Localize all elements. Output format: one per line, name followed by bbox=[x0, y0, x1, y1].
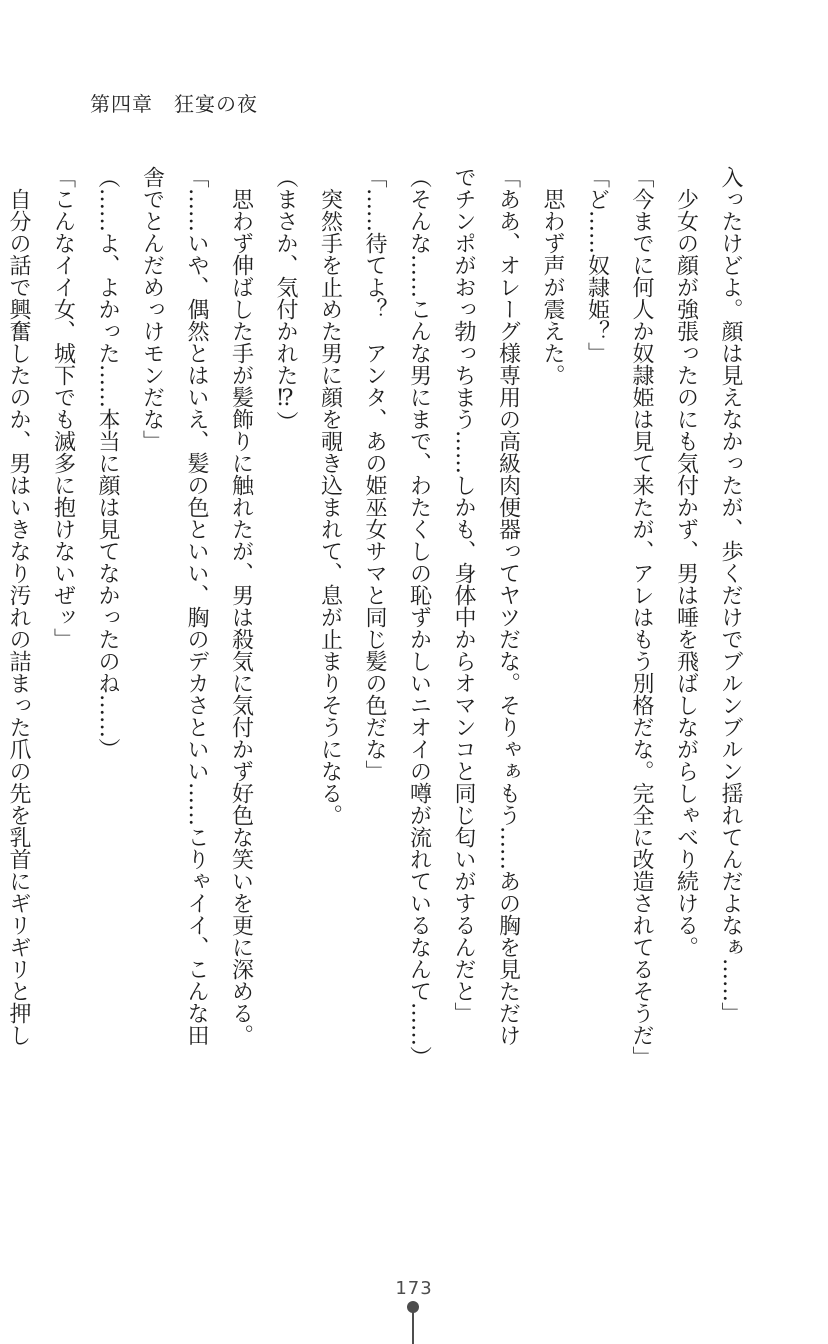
page-number: 173 bbox=[395, 1278, 433, 1299]
text-line: 「こんなイイ女、城下でも滅多に抱けないぜッ」 bbox=[50, 166, 76, 650]
text-line: 自分の話で興奮したのか、男はいきなり汚れの詰まった爪の先を乳首にギリギリと押し bbox=[6, 166, 31, 1046]
text-line: でチンポがおっ勃っちまう……しかも、身体中からオマンコと同じ匂いがするんだと」 bbox=[451, 166, 476, 1024]
text-line: （……よ、よかった……本当に顔は見てなかったのね……） bbox=[95, 166, 120, 760]
page-marker-line bbox=[412, 1312, 414, 1344]
text-line: （まさか、気付かれた⁉） bbox=[273, 166, 298, 433]
chapter-number: 第四章 bbox=[90, 92, 153, 116]
text-line: 思わず声が震えた。 bbox=[540, 166, 565, 386]
text-line: 「ど……奴隷姫？」 bbox=[584, 166, 610, 364]
text-line: 「ああ、オレーグ様専用の高級肉便器ってヤツだな。そりゃぁもう……あの胸を見ただけ bbox=[495, 166, 521, 1046]
text-line: 「今までに何人か奴隷姫は見て来たが、アレはもう別格だな。完全に改造されてるそうだ」 bbox=[629, 166, 654, 1068]
running-header bbox=[90, 88, 258, 117]
text-line: 思わず伸ばした手が髪飾りに触れたが、男は殺気に気付かず好色な笑いを更に深める。 bbox=[228, 166, 254, 1046]
text-line: （そんな……こんな男にまで、わたくしの恥ずかしいニオイの噂が流れているなんて……） bbox=[406, 166, 432, 1068]
vertical-body-text bbox=[6, 166, 752, 1086]
text-line: 突然手を止めた男に顔を覗き込まれて、息が止まりそうになる。 bbox=[317, 166, 343, 826]
chapter-title: 狂宴の夜 bbox=[174, 92, 258, 116]
text-line: 少女の顔が強張ったのにも気付かず、男は唾を飛ばしながらしゃべり続ける。 bbox=[673, 166, 699, 958]
header-spacer bbox=[153, 92, 174, 116]
text-line: 舎でとんだめっけモンだな」 bbox=[139, 166, 165, 452]
text-line: 「……待てよ？ アンタ、あの姫巫女サマと同じ髪の色だな」 bbox=[362, 166, 387, 782]
text-line: 入ったけどよ。顔は見えなかったが、歩くだけでブルンブルン揺れてんだよなぁ……」 bbox=[718, 166, 743, 1024]
text-line: 「……いや、偶然とはいえ、髪の色といい、胸のデカさといい……こりゃイイ、こんな田 bbox=[184, 166, 209, 1046]
